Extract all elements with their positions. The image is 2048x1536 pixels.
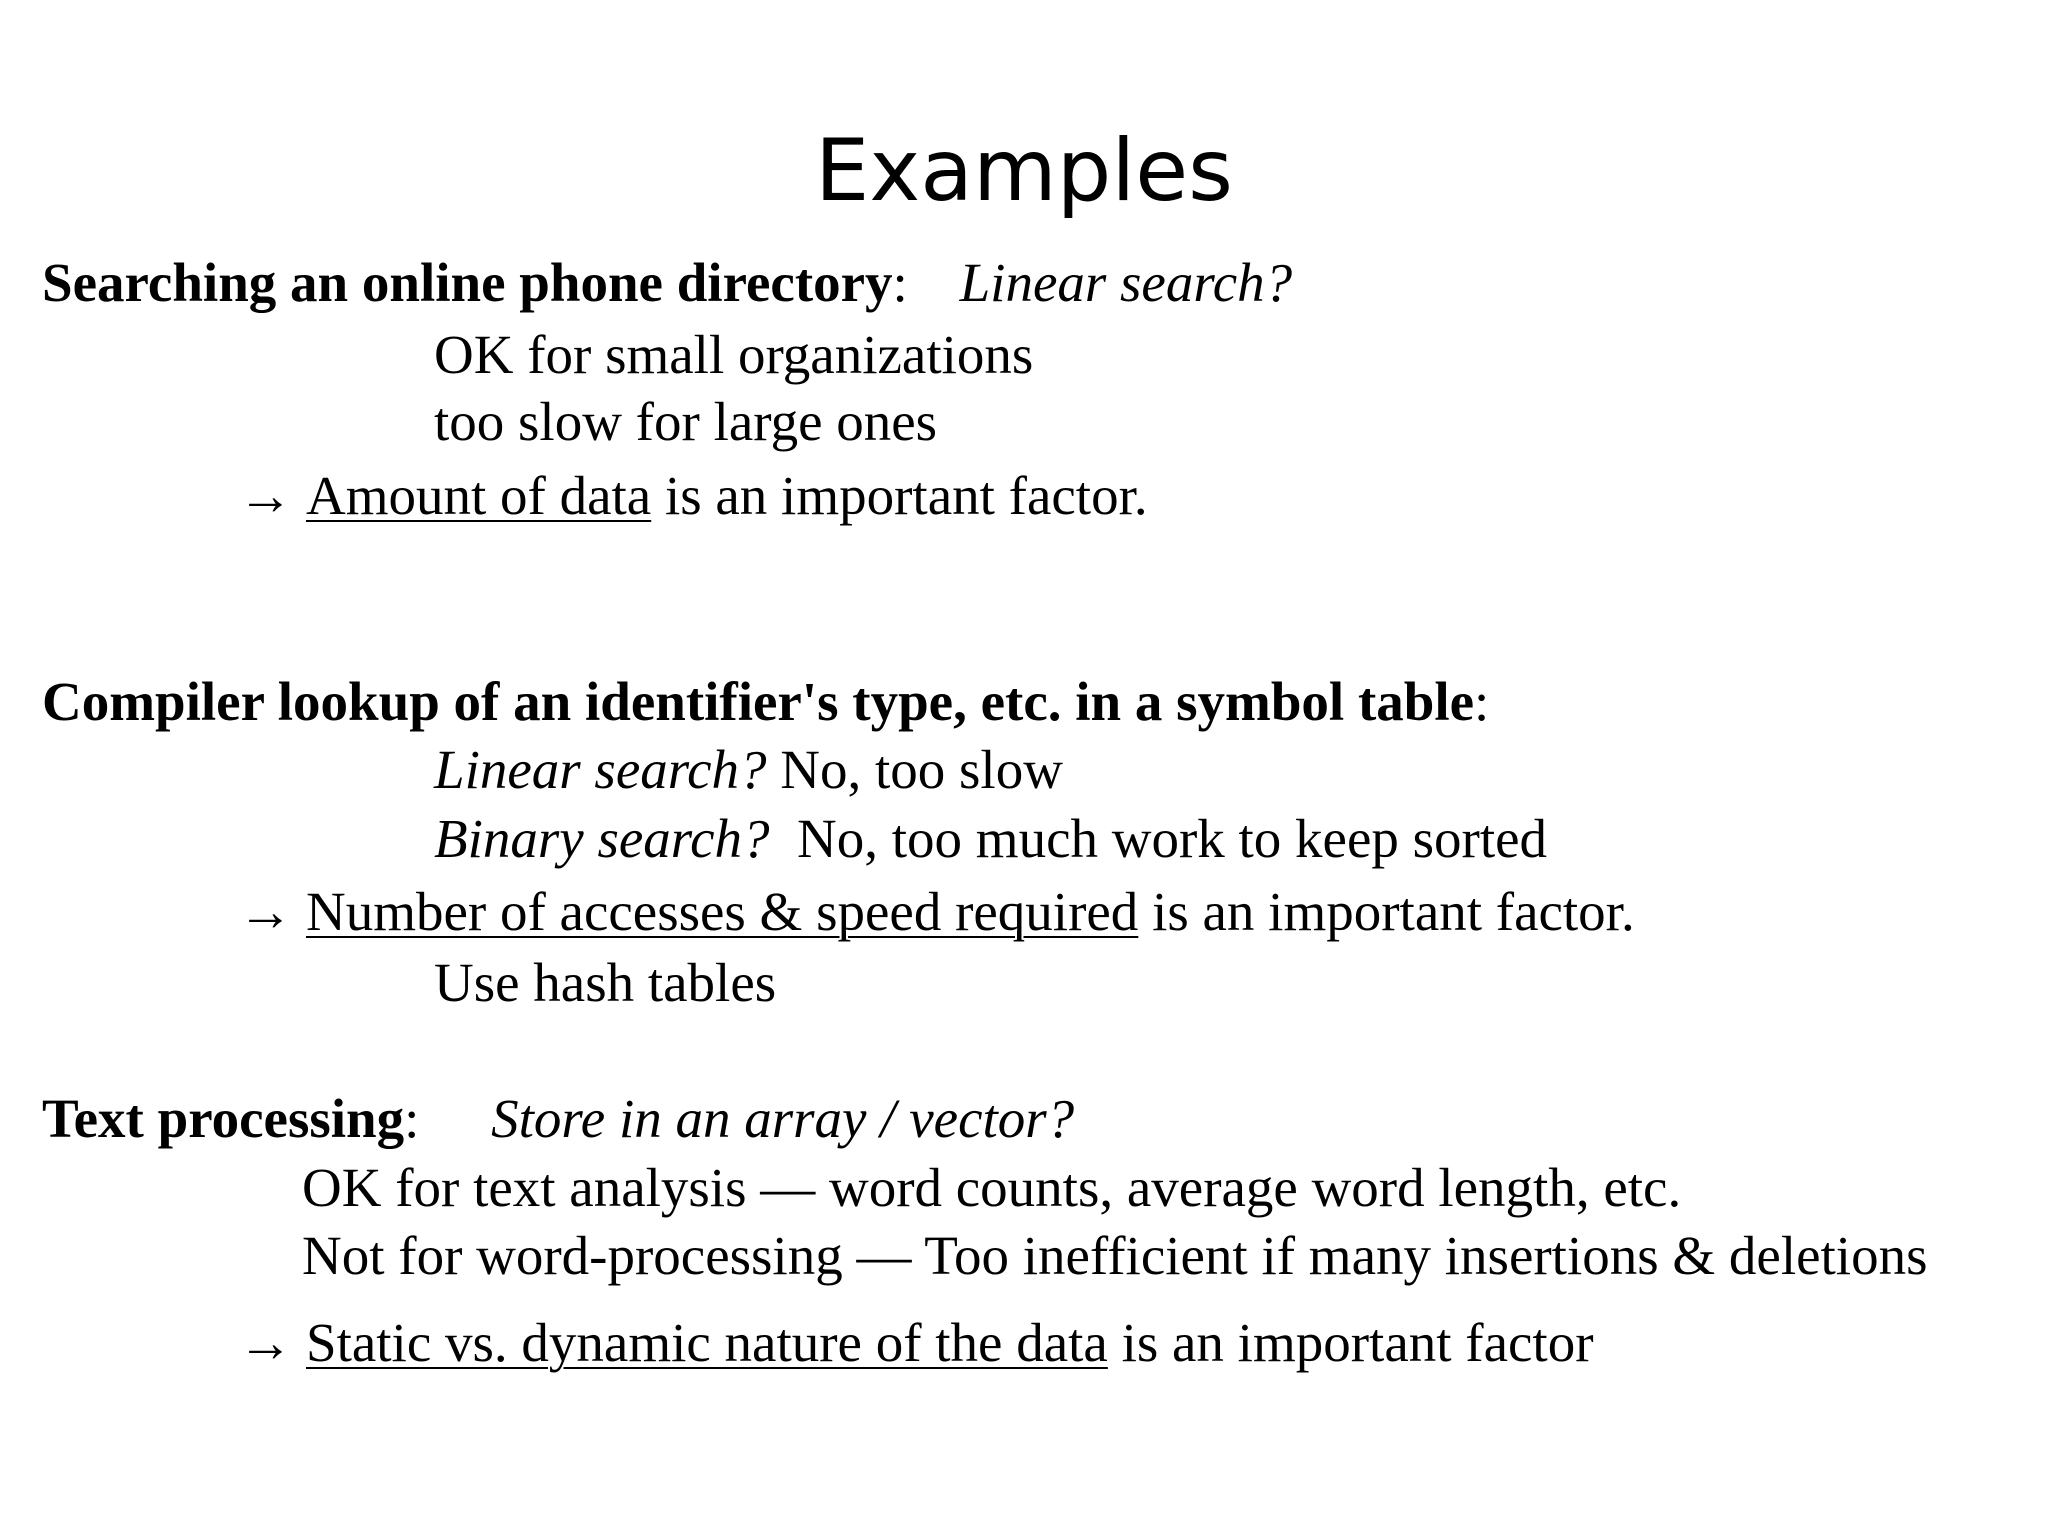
section3-conclusion-key: Static vs. dynamic nature of the data — [306, 1312, 1108, 1373]
section2-q2: Binary search? — [434, 808, 770, 869]
section2-conclusion — [238, 881, 1635, 942]
section3-heading-line — [42, 1088, 1075, 1149]
section2-followup: Use hash tables — [434, 952, 777, 1013]
section1-conclusion — [238, 465, 1148, 526]
section2-colon: : — [1474, 671, 1490, 732]
arrow-glyph: → — [238, 465, 293, 526]
section1-heading: Searching an online phone directory — [42, 252, 893, 313]
section1-colon: : — [892, 252, 908, 313]
section2-q1: Linear search? — [434, 739, 767, 800]
section2-line-2 — [434, 808, 1548, 869]
section1-heading-line — [42, 252, 1293, 313]
section1-conclusion-key: Amount of data — [306, 465, 652, 526]
arrow-glyph: → — [238, 881, 293, 942]
slide-title: Examples — [815, 121, 1233, 221]
section1-question: Linear search? — [959, 252, 1293, 313]
section1-line-2: too slow for large ones — [434, 391, 938, 452]
section2-heading-line — [42, 671, 1490, 732]
section2-line-1 — [434, 739, 1063, 800]
section3-question: Store in an array / vector? — [491, 1088, 1075, 1149]
section3-conclusion — [238, 1312, 1594, 1373]
arrow-glyph: → — [238, 1312, 293, 1373]
section2-a1: No, too slow — [766, 739, 1063, 800]
section2-conclusion-rest: is an important factor. — [1138, 881, 1635, 942]
section3-line-1: OK for text analysis — word counts, average word length, etc. — [302, 1157, 1682, 1218]
section3-heading: Text processing — [42, 1088, 405, 1149]
section2-conclusion-key: Number of accesses & speed required — [306, 881, 1139, 942]
section1-conclusion-rest: is an important factor. — [651, 465, 1148, 526]
section2-heading: Compiler lookup of an identifier's type, etc. in a symbol table — [42, 671, 1475, 732]
section3-colon: : — [404, 1088, 420, 1149]
section3-conclusion-rest: is an important factor — [1107, 1312, 1594, 1373]
section2-a2: No, too much work to keep sorted — [769, 808, 1548, 869]
section1-line-1: OK for small organizations — [434, 324, 1034, 385]
section3-line-2: Not for word-processing — Too inefficient if many insertions & deletions — [302, 1225, 1928, 1286]
